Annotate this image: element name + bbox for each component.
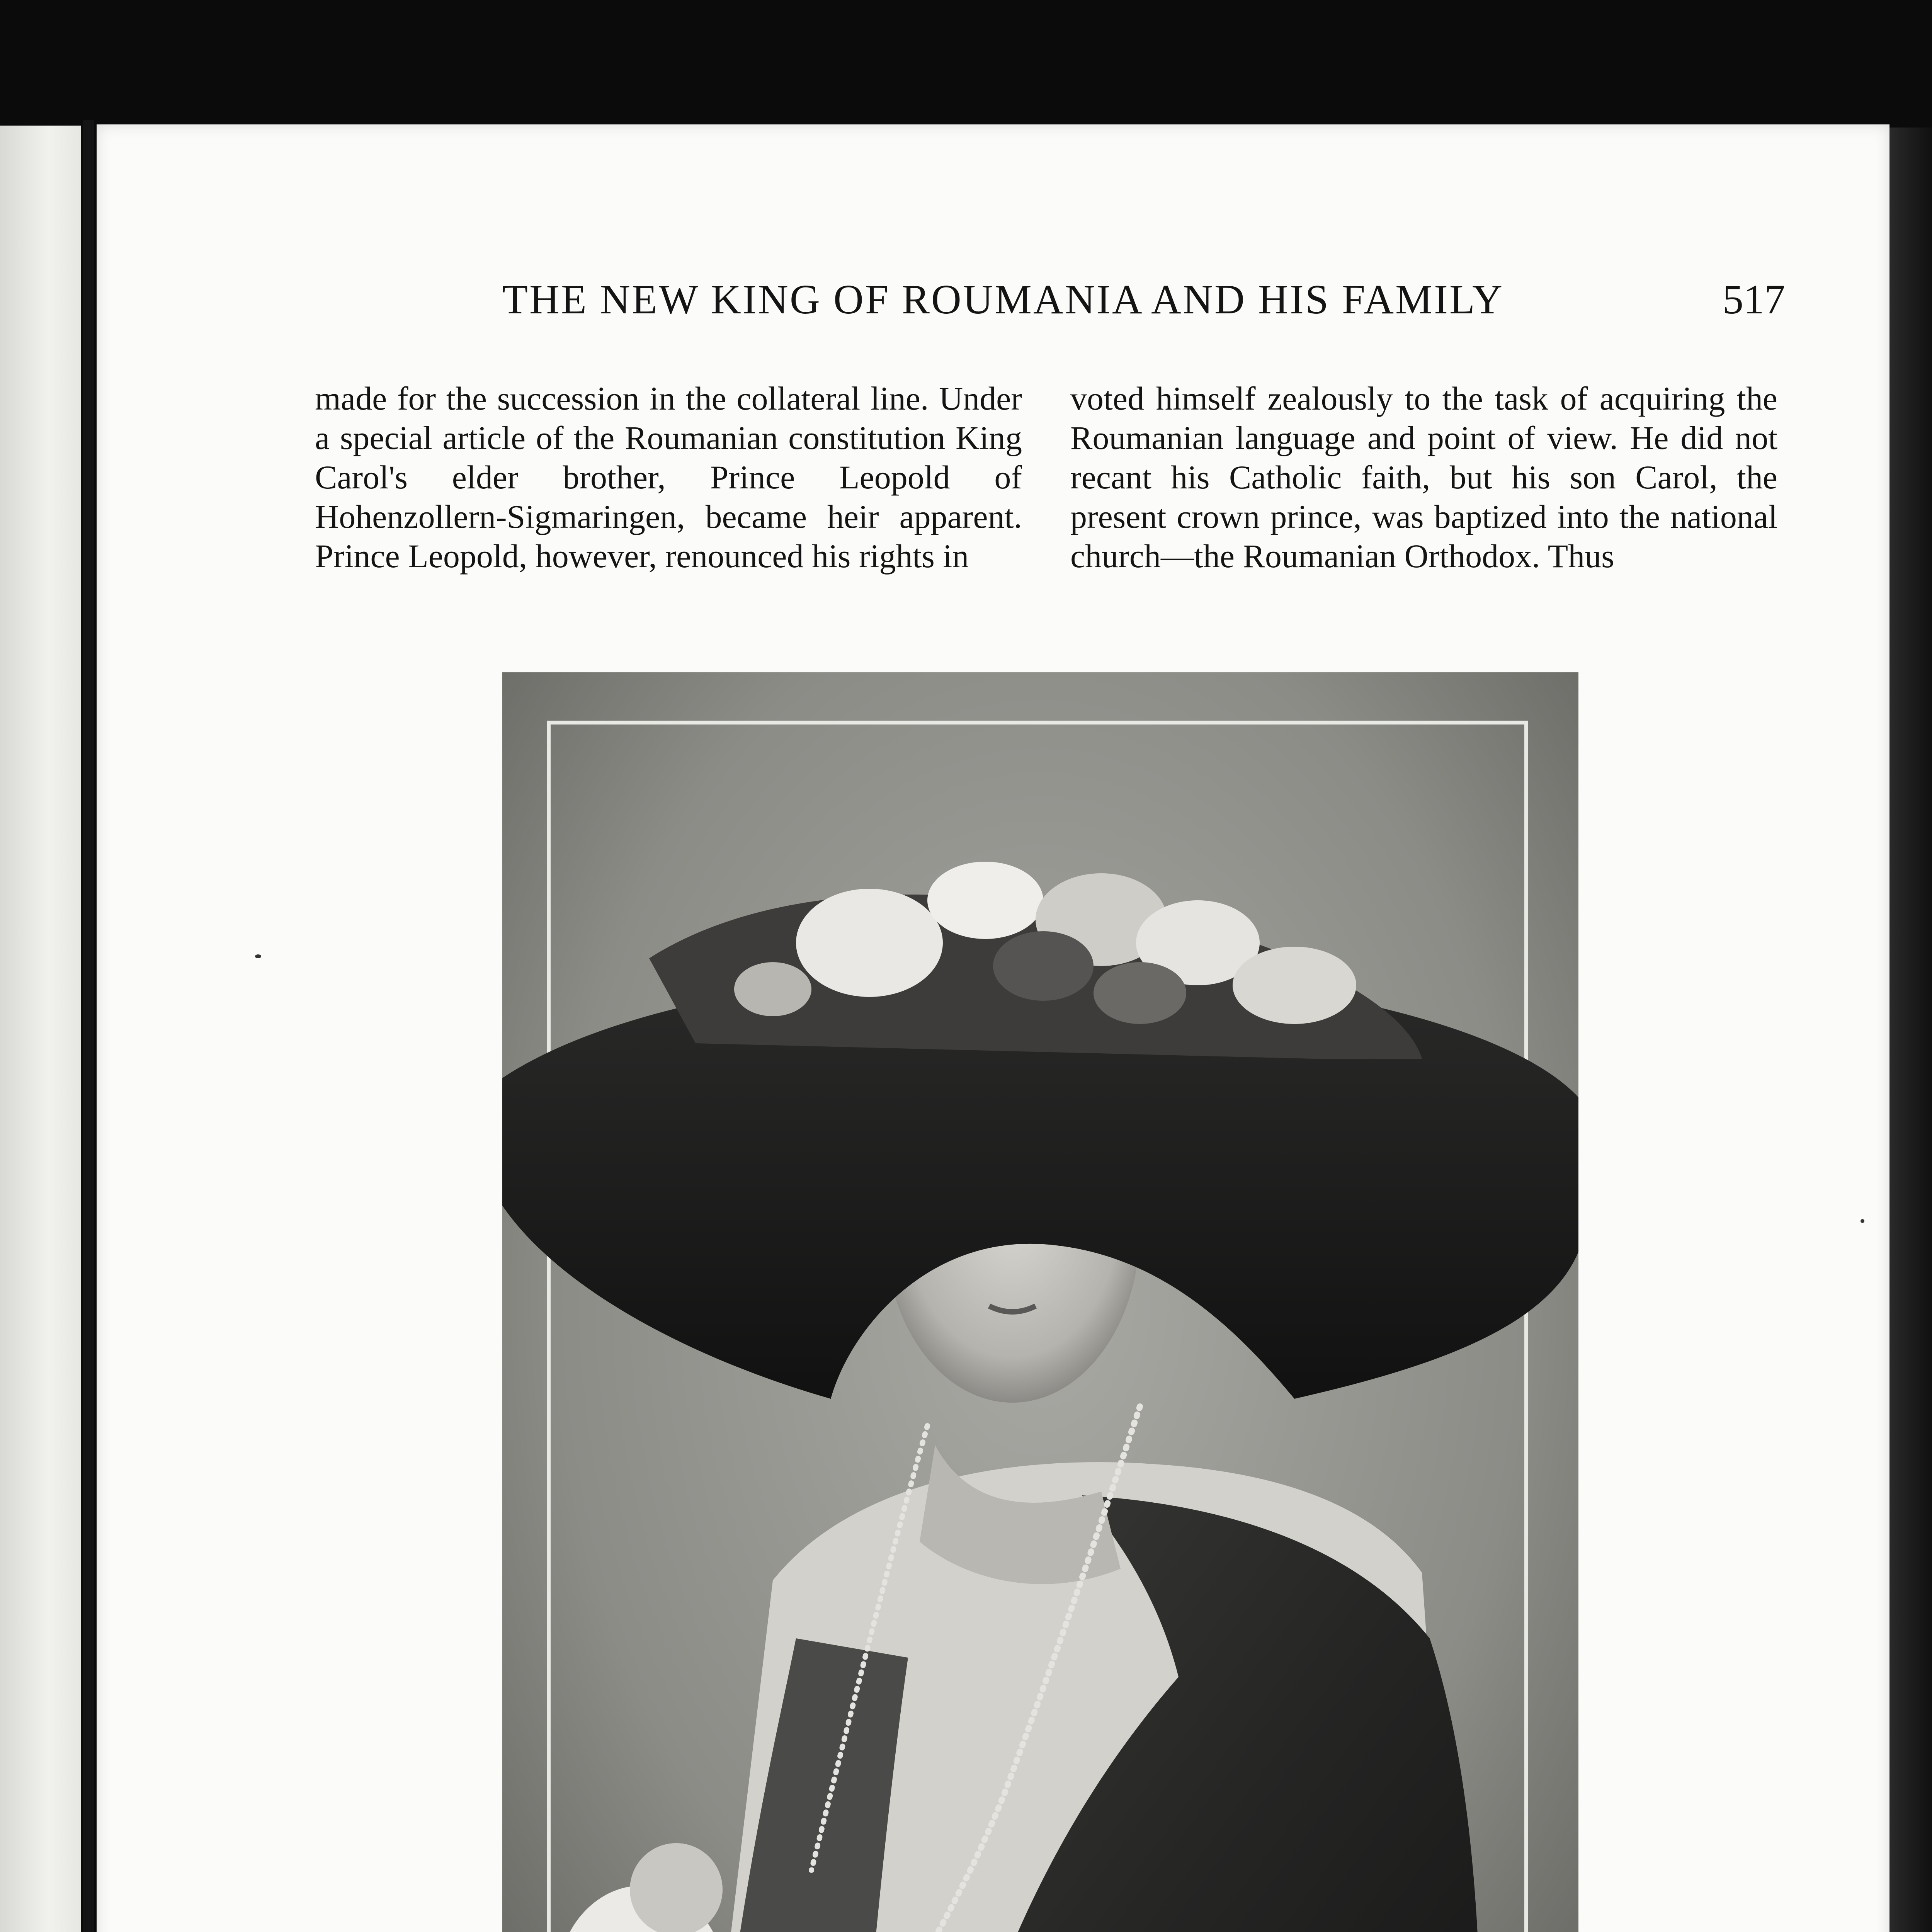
facing-page-edge bbox=[0, 126, 81, 1932]
text-column-top-left bbox=[315, 379, 1022, 576]
paragraph: voted himself zealously to the task of acquiring the Roumanian language and point of view. He did not recant his Catholic faith, but his son Carol, the present crown prince, was baptized into the national church—the Roumanian Orthodox. Thus bbox=[1070, 380, 1777, 575]
print-speck bbox=[255, 954, 261, 958]
page-right-shadow bbox=[1889, 128, 1932, 1932]
binding-gutter bbox=[83, 120, 94, 1932]
running-head-title: THE NEW KING OF ROUMANIA AND HIS FAMILY bbox=[502, 277, 1504, 323]
print-speck bbox=[1861, 1219, 1864, 1223]
text-column-top-right bbox=[1070, 379, 1777, 576]
portrait-photograph-image bbox=[502, 672, 1578, 1932]
portrait-photograph bbox=[502, 672, 1578, 1932]
page-number: 517 bbox=[1723, 277, 1785, 323]
paragraph: made for the succession in the collateral line. Under a special article of the Roumanian constitution King Carol's elder brother, Prince Leopold of Hohenzollern-Sigmaringen, became heir apparent. Prince Leopold, however, renounced his rights in bbox=[315, 380, 1022, 575]
